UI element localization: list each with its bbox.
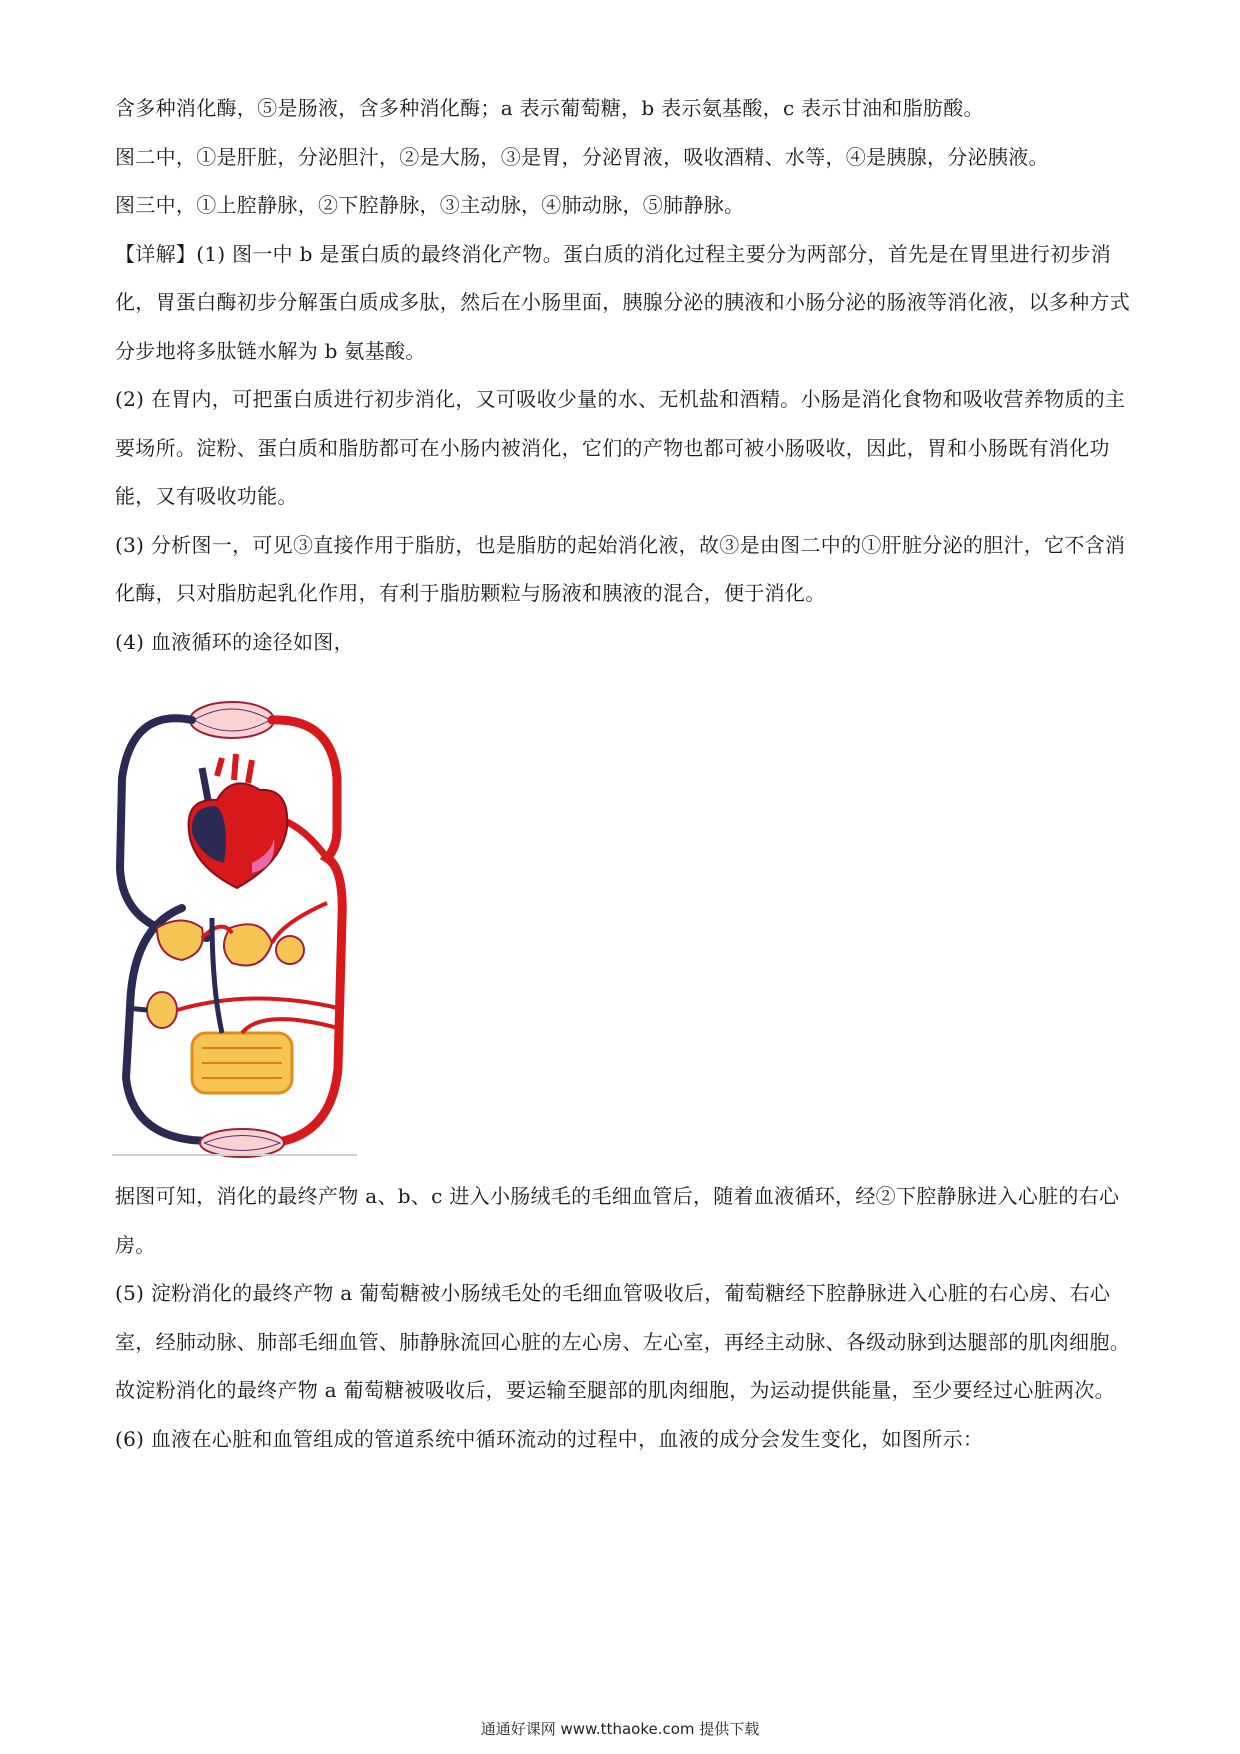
paragraph: 图二中，①是肝脏，分泌胆汁，②是大肠，③是胃，分泌胃液，吸收酒精、水等，④是胰腺，分泌胰液。 — [115, 144, 1049, 169]
paragraph: 图三中，①上腔静脉，②下腔静脉，③主动脉，④肺动脉，⑤肺静脉。 — [115, 193, 745, 217]
paragraph: (5) 淀粉消化的最终产物 a 葡萄糖被小肠绒毛处的毛细血管吸收后，葡萄糖经下腔静脉进入心脏的右心房、右心室，经肺动脉、肺部毛细血管、肺静脉流回心脏的左心房、左心室，再经主动脉、各级动脉到达腿部的肌肉细胞。故淀粉消化的最终产物 a 葡萄糖被吸收后，要运输至腿部的肌肉细胞，为运动提供能量，至少要经过心脏两次。 — [115, 1281, 1130, 1402]
paragraph: 据图可知，消化的最终产物 a、b、c 进入小肠绒毛的毛细血管后，随着血液循环，经②下腔静脉进入心脏的右心房。 — [115, 1184, 1120, 1257]
text-block-top — [115, 84, 1135, 666]
text-block-bottom — [115, 1172, 1135, 1463]
paragraph: (2) 在胃内，可把蛋白质进行初步消化，又可吸收少量的水、无机盐和酒精。小肠是消化食物和吸收营养物质的主要场所。淀粉、蛋白质和脂肪都可在小肠内被消化，它们的产物也都可被小肠吸收，因此，胃和小肠既有消化功能，又有吸收功能。 — [115, 387, 1126, 508]
paragraph: (3) 分析图一，可见③直接作用于脂肪，也是脂肪的起始消化液，故③是由图二中的①肝脏分泌的胆汁，它不含消化酶，只对脂肪起乳化作用，有利于脂肪颗粒与肠液和胰液的混合，便于消化。 — [115, 532, 1126, 605]
liver-icon — [157, 921, 203, 961]
capillary-bed-lower — [200, 1129, 284, 1157]
paragraph: (6) 血液在心脏和血管组成的管道系统中循环流动的过程中，血液的成分会发生变化，如图所示： — [115, 1426, 984, 1451]
paragraph: 【详解】(1) 图一中 b 是蛋白质的最终消化产物。蛋白质的消化过程主要分为两部分，首先是在胃里进行初步消化，胃蛋白酶初步分解蛋白质成多肽，然后在小肠里面，胰腺分泌的胰液和小肠分泌的肠液等消化液，以多种方式分步地将多肽链水解为 b 氨基酸。 — [115, 241, 1130, 363]
blood-circulation-diagram — [112, 688, 357, 1158]
paragraph: 含多种消化酶，⑤是肠液，含多种消化酶；a 表示葡萄糖，b 表示氨基酸，c 表示甘油和脂肪酸。 — [115, 96, 984, 120]
page-footer: 通通好课网 www.tthaoke.com 提供下载 — [480, 1720, 760, 1738]
paragraph: (4) 血液循环的途径如图， — [115, 629, 354, 654]
capillary-bed-upper — [190, 702, 274, 738]
kidney-icon — [147, 992, 177, 1028]
